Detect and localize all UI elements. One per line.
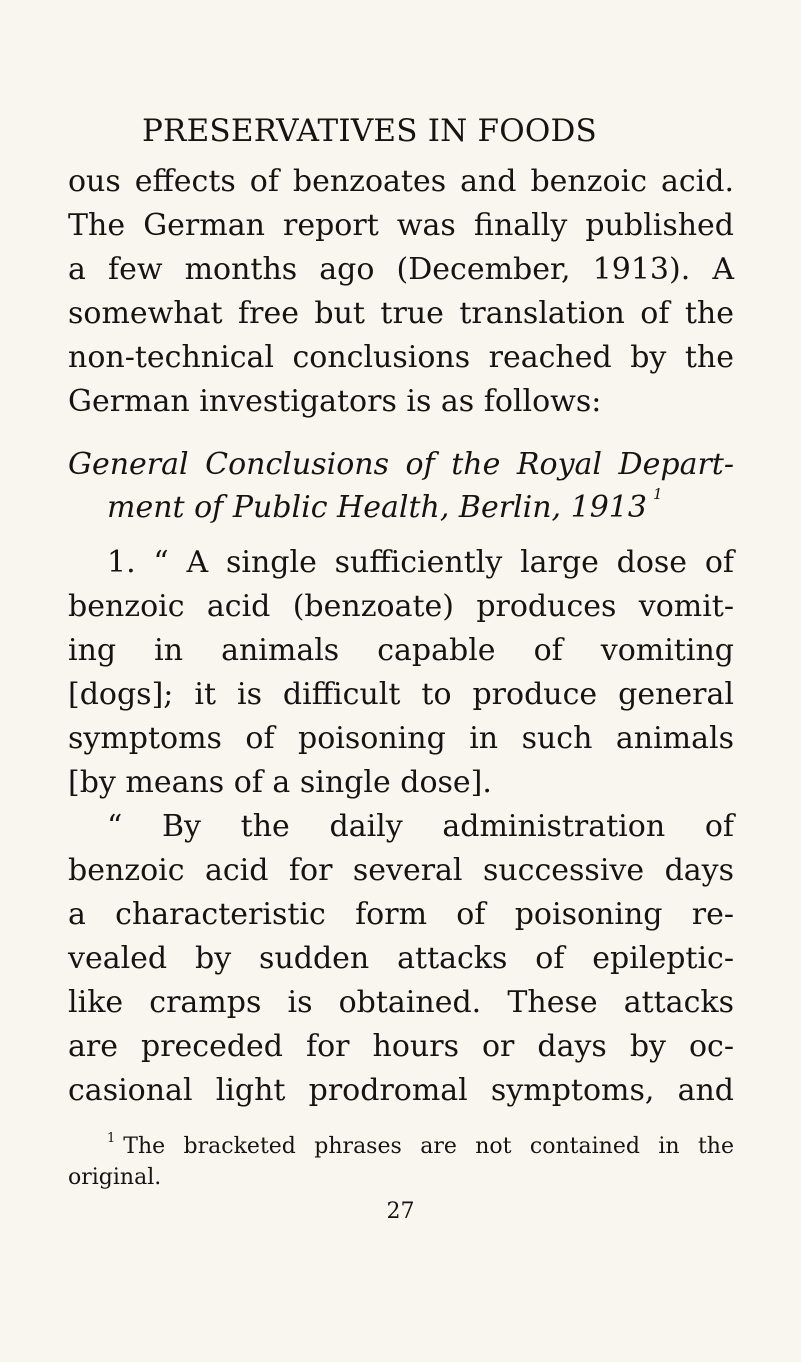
footnote-line: original. — [68, 1165, 162, 1190]
text-line: a few months ago (December, 1913). A — [68, 252, 734, 287]
text-line: symptoms of poisoning in such animals — [68, 721, 734, 756]
text-line: “ By the daily administration of — [107, 809, 734, 844]
heading-line — [107, 485, 663, 525]
text-line: a characteristic form of poisoning re- — [68, 897, 734, 932]
page-number: 27 — [386, 1199, 415, 1224]
text-line: ous effects of benzoates and benzoic acid. — [68, 164, 734, 199]
footnote-marker: 1 — [107, 1131, 116, 1146]
text-line: [dogs]; it is difficult to produce general — [68, 677, 734, 712]
text-line: are preceded for hours or days by oc- — [68, 1029, 734, 1064]
footnote-text: The bracketed phrases are not contained in the — [123, 1134, 734, 1159]
running-header: PRESERVATIVES IN FOODS — [142, 113, 597, 149]
text-line: non-technical conclusions reached by the — [68, 340, 734, 375]
heading-line: General Conclusions of the Royal Depart- — [68, 447, 734, 482]
text-line: 1. “ A single sufficiently large dose of — [107, 545, 734, 580]
text-line: [by means of a single dose]. — [68, 765, 492, 800]
heading-line-text: ment of Public Health, Berlin, 1913 — [107, 490, 647, 525]
text-line: casional light prodromal symptoms, and — [68, 1073, 734, 1108]
text-line: ing in animals capable of vomiting — [68, 633, 734, 668]
text-line: vealed by sudden attacks of epileptic- — [68, 941, 734, 976]
text-line: somewhat free but true translation of the — [68, 296, 734, 331]
text-line: German investigators is as follows: — [68, 384, 602, 419]
text-line: benzoic acid for several successive days — [68, 853, 734, 888]
text-line: The German report was finally published — [68, 208, 734, 243]
footnote-reference: 1 — [652, 485, 663, 503]
text-line: benzoic acid (benzoate) produces vomit- — [68, 589, 734, 624]
text-line: like cramps is obtained. These attacks — [68, 985, 734, 1020]
footnote-line — [107, 1131, 734, 1159]
